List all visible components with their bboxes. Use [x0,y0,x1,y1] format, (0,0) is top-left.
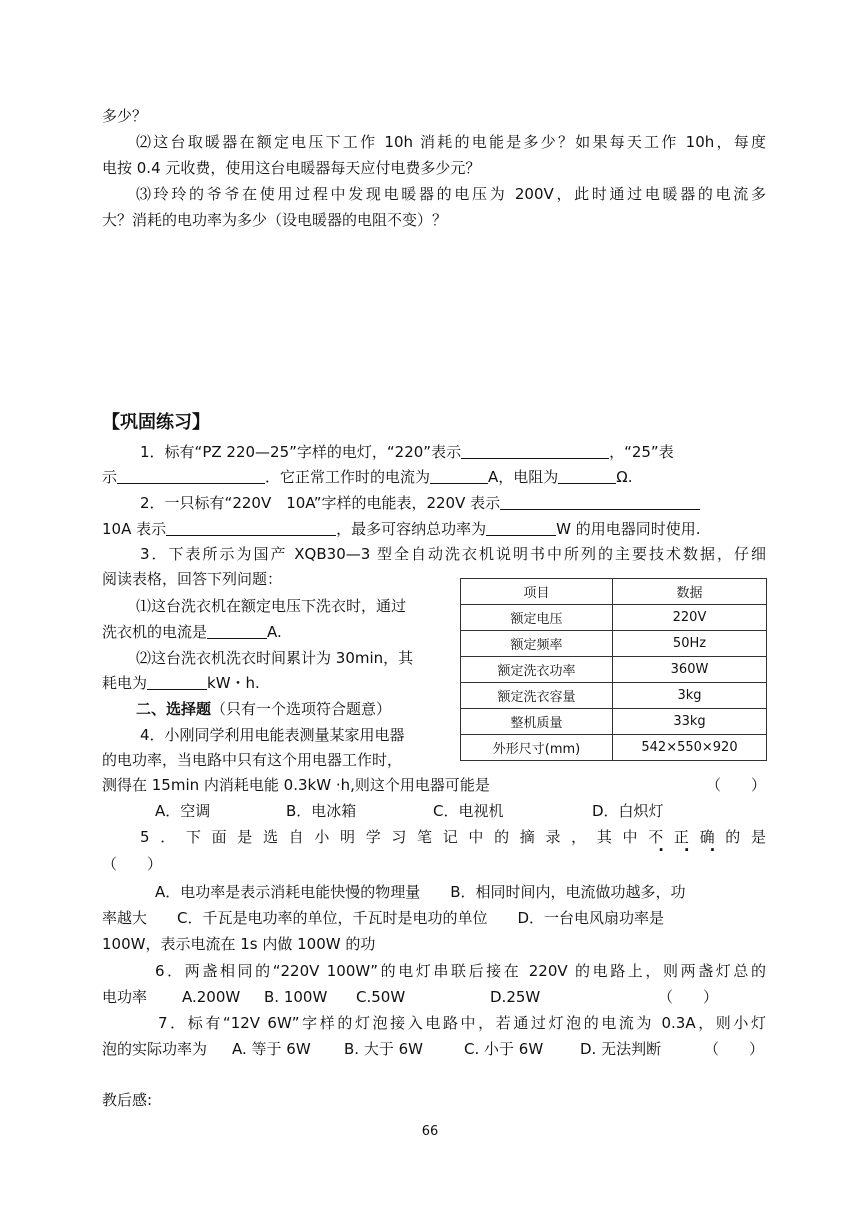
q5-line-5: 100W，表示电流在 1s 内做 100W 的功 [102,935,376,953]
q3-line-2: 阅读表格，回答下列问题： [102,570,283,588]
sec2-heading [136,699,391,719]
q2-text-b: 10A 表示 [102,520,167,538]
reflection-label: 教后感: [102,1091,153,1109]
q1-blank-4[interactable] [558,467,616,484]
q4-line-2: 的电功率，当电路中只有这个用电器工作时， [102,751,403,769]
q6-option-b: B. 100W [264,988,328,1006]
q3-line-4 [102,622,282,642]
table-header-cell: 项目 [461,579,613,605]
q7-line-1: 7．标有“12V 6W”字样的灯泡接入电路中，若通过灯泡的电流为 0.3A，则小灯 [158,1014,766,1032]
q4-answer-paren: （ ） [706,776,767,794]
sec2-note: （只有一个选项符合题意） [211,700,392,718]
q1-blank-2[interactable] [117,467,265,484]
q6-option-c: C.50W [356,988,406,1006]
q7-option-b: B. 大于 6W [344,1040,423,1058]
section-heading: 【巩固练习】 [102,412,210,433]
table-row [461,683,767,709]
q1-text-c: 示 [102,468,118,486]
q7-line-2-label: 泡的实际功率为 [102,1040,208,1058]
q6-line-1: 6．两盏相同的“220V 100W”的电灯串联后接在 220V 的电路上，则两盏灯总的 [155,962,766,980]
q2-text-a: 2．一只标有“220V 10A”字样的电能表，220V 表示 [140,494,501,512]
table-cell: 360W [613,657,767,683]
table-cell: 整机质量 [461,709,613,735]
table-cell: 额定频率 [461,631,613,657]
prev-line-4: ⑶玲玲的爷爷在使用过程中发现电暖器的电压为 200V，此时通过电暖器的电流多 [136,185,766,203]
q5-answer-paren: （ ） [102,855,163,873]
q3-blank-2[interactable] [147,673,207,690]
q2-text-c: ，最多可容纳总功率为 [336,520,487,538]
q5-line-3: A．电功率是表示消耗电能快慢的物理量 B．相同时间内，电流做功越多，功 [155,883,686,901]
table-cell: 额定电压 [461,605,613,631]
q1-line-1 [140,442,674,462]
table-cell: 50Hz [613,631,767,657]
table-row [461,657,767,683]
q5-emphasis-1: 不 [648,828,674,846]
table-cell: 额定洗衣功率 [461,657,613,683]
q1-text-a: 1．标有“PZ 220—25”字样的电灯，“220”表示 [140,443,462,461]
q5-emphasis-3: 确 [699,828,726,846]
sec2-title: 二、选择题 [136,700,212,718]
q6-answer-paren: （ ） [658,988,719,1006]
q6-option-a: A.200W [182,988,241,1006]
q2-blank-2[interactable] [166,519,336,536]
prev-line-3: 电按 0.4 元收费，使用这台电暖器每天应付电费多少元？ [102,159,481,177]
q2-line-2 [102,519,701,539]
q1-text-e: A，电阻为 [488,468,559,486]
q6-line-2-label: 电功率 [102,988,148,1006]
table-cell: 220V [613,605,767,631]
q1-text-b: ，“25”表 [609,443,674,461]
table-row [461,631,767,657]
table-row [461,709,767,735]
table-row [461,605,767,631]
q5-emphasis-2: 正 [673,828,700,846]
table-header-cell: 数据 [613,579,767,605]
q3-line-5: ⑵这台洗衣机洗衣时间累计为 30min，其 [136,649,414,667]
q3-line-6 [102,673,260,693]
q3-line-1: 3．下表所示为国产 XQB30—3 型全自动洗衣机说明书中所列的主要技术数据，仔细 [140,545,766,563]
q1-line-2 [102,467,633,487]
q4-option-c: C．电视机 [433,802,504,820]
q7-option-d: D. 无法判断 [580,1040,662,1058]
q3-line-3: ⑴这台洗衣机在额定电压下洗衣时，通过 [136,597,407,615]
q7-option-a: A. 等于 6W [232,1040,311,1058]
table-header-row [461,579,767,605]
table-cell: 外形尺寸(mm) [461,735,613,761]
q2-text-d: W 的用电器同时使用. [556,520,701,538]
prev-line-2: ⑵这台取暖器在额定电压下工作 10h 消耗的电能是多少？如果每天工作 10h，每度 [136,133,766,151]
q4-line-1: 4．小刚同学利用电能表测量某家用电器 [140,726,405,744]
q3-blank-1[interactable] [207,622,267,639]
q2-blank-3[interactable] [486,519,556,536]
q1-text-d: ．它正常工作时的电流为 [265,468,431,486]
q6-option-d: D.25W [490,988,541,1006]
spec-table [460,578,767,761]
table-cell: 额定洗衣容量 [461,683,613,709]
q5-line-4: 率越大 C．千瓦是电功率的单位，千瓦时是电功的单位 D．一台电风扇功率是 [102,909,665,927]
q3-text-h: kW・h. [207,674,260,692]
prev-line-1: 多少？ [102,107,148,125]
q3-text-g: 耗电为 [102,674,148,692]
q4-option-b: B．电冰箱 [286,802,357,820]
q5-line-1 [140,827,766,847]
q2-line-1 [140,493,700,513]
q7-option-c: C. 小于 6W [464,1040,544,1058]
q1-text-f: Ω. [616,468,633,486]
q4-option-a: A．空调 [155,802,211,820]
q1-blank-1[interactable] [461,442,609,459]
q5-text-b: 的是 [725,828,766,846]
q4-line-3: 测得在 15min 内消耗电能 0.3kW ·h,则这个用电器可能是 [102,776,490,794]
q3-text-e: A. [267,623,282,641]
table-row [461,735,767,761]
table-cell: 33kg [613,709,767,735]
q3-text-d: 洗衣机的电流是 [102,623,208,641]
q1-blank-3[interactable] [430,467,488,484]
table-cell: 542×550×920 [613,735,767,761]
page-number: 66 [421,1124,439,1139]
table-cell: 3kg [613,683,767,709]
q2-blank-1[interactable] [500,493,700,510]
q4-option-d: D．白炽灯 [592,802,664,820]
prev-line-5: 大？消耗的电功率为多少（设电暖器的电阻不变）？ [102,211,448,229]
q5-text-a: 5．下面是选自小明学习笔记中的摘录，其中 [140,828,649,846]
q7-answer-paren: （ ） [704,1040,765,1058]
